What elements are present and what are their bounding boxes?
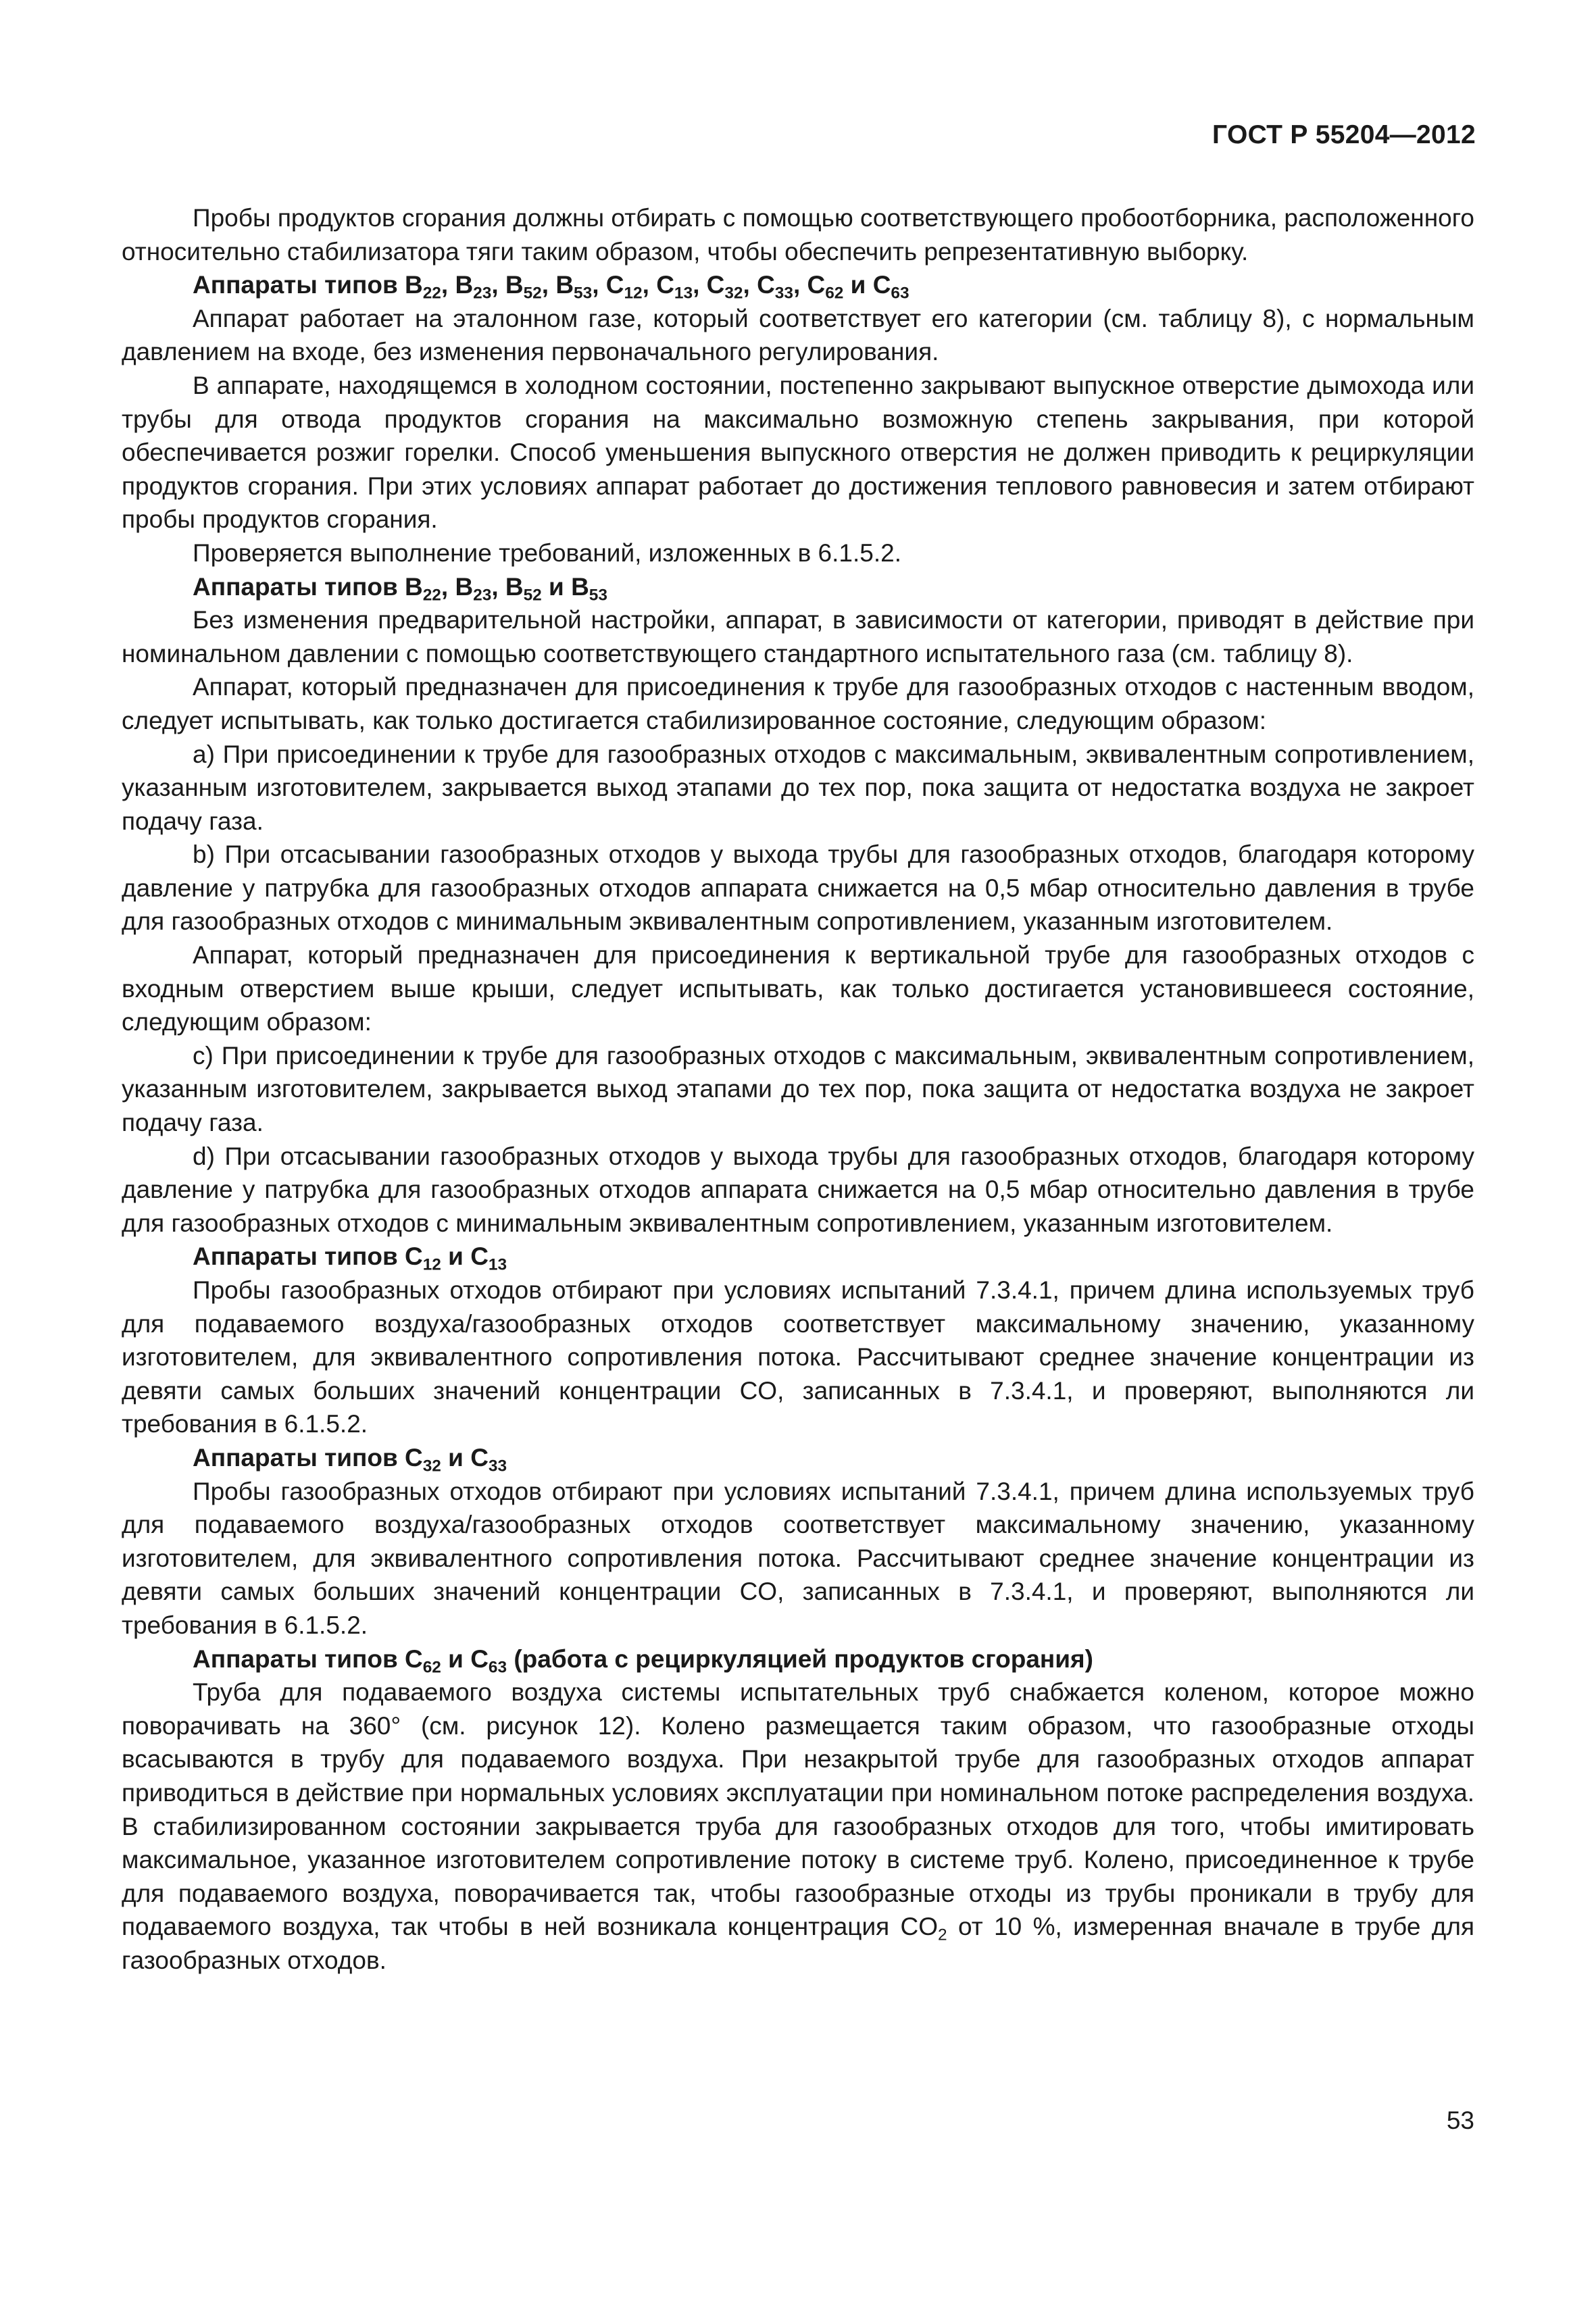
text-run: Аппараты типов C: [193, 1242, 423, 1271]
body-paragraph: [122, 670, 1474, 737]
subscript: 52: [523, 284, 542, 303]
subscript: 32: [422, 1457, 441, 1476]
subscript: 33: [488, 1457, 507, 1476]
document-body: [122, 201, 1474, 1977]
subscript: 53: [589, 585, 607, 604]
section-heading: [122, 1642, 1474, 1676]
body-paragraph: [122, 536, 1474, 570]
text-run: Аппарат, который предназначен для присоединения к трубе для газообразных отходов с настенным вводом, следует испытывать, как только достигается стабилизированное состояние, следующим образом:: [122, 673, 1474, 734]
subscript: 13: [674, 284, 693, 303]
text-run: , C: [642, 271, 674, 299]
text-run: от 10 %, измеренная вначале в трубе для газообразных отходов.: [122, 1913, 1474, 1974]
text-run: b) При отсасывании газообразных отходов у выхода трубы для газообразных отходов, благодаря которому давление у патрубка для газообразных отходов аппарата снижается на 0,5 мбар относительно давления в трубе для газообразных отходов с минимальным эквивалентным сопротивлением, указанным изготовителем.: [122, 840, 1474, 936]
text-run: Аппараты типов B: [193, 572, 423, 601]
text-run: Без изменения предварительной настройки, аппарат, в зависимости от категории, приводят в действие при номинальном давлении с помощью соответствующего стандартного испытательного газа (см. таблицу 8).: [122, 606, 1474, 668]
text-run: Аппараты типов C: [193, 1644, 423, 1673]
body-paragraph: [122, 302, 1474, 369]
body-paragraph: [122, 1475, 1474, 1642]
text-run: В аппарате, находящемся в холодном состоянии, постепенно закрывают выпускное отверстие дымохода или трубы для отвода продуктов сгорания на максимально возможную степень закрывания, при которой обеспечивается розжиг горелки. Способ уменьшения выпускного отверстия не должен приводить к рециркуляции продуктов сгорания. При этих условиях аппарат работает до достижения теплового равновесия и затем отбирают пробы продуктов сгорания.: [122, 371, 1474, 534]
text-run: , C: [793, 271, 826, 299]
text-run: , B: [441, 572, 474, 601]
text-run: Труба для подаваемого воздуха системы испытательных труб снабжается коленом, которое можно поворачивать на 360° (см. рисунок 12). Колено размещается таким образом, что газообразные отходы всасываются в трубу для подаваемого воздуха. При незакрытой трубе для газообразных отходов аппарат приводиться в действие при нормальных условиях эксплуатации при номинальном потоке распределения воздуха. В стабилизированном состоянии закрывается труба для газообразных отходов для того, чтобы имитировать максимальное, указанное изготовителем сопротивление потоку в системе труб. Колено, присоединенное к трубе для подаваемого воздуха, поворачивается так, чтобы газообразные отходы из трубы проникали в трубу для подаваемого воздуха, так чтобы в ней возникала концентрация CO: [122, 1678, 1474, 1941]
text-run: и B: [541, 572, 589, 601]
text-run: Аппараты типов C: [193, 1443, 423, 1472]
text-run: и C: [441, 1443, 489, 1472]
subscript: 62: [422, 1657, 441, 1676]
text-run: , C: [592, 271, 624, 299]
subscript: 12: [422, 1255, 441, 1274]
body-paragraph: [122, 738, 1474, 838]
subscript: 63: [891, 284, 909, 303]
subscript: 32: [724, 284, 743, 303]
text-run: и C: [441, 1242, 489, 1271]
page-number: 53: [1446, 2107, 1474, 2134]
subscript: 22: [422, 284, 441, 303]
text-run: , B: [541, 271, 574, 299]
text-run: , C: [743, 271, 775, 299]
text-run: , B: [491, 271, 524, 299]
section-heading: [122, 1441, 1474, 1475]
subscript: 23: [473, 585, 492, 604]
subscript: 63: [488, 1657, 507, 1676]
text-run: и C: [441, 1644, 489, 1673]
section-heading: [122, 570, 1474, 604]
section-heading: [122, 1240, 1474, 1274]
standard-designation: ГОСТ Р 55204—2012: [1212, 120, 1476, 149]
text-run: c) При присоединении к трубе для газообразных отходов с максимальным, эквивалентным сопротивлением, указанным изготовителем, закрывается выход этапами до тех пор, пока защита от недостатка воздуха не закроет подачу газа.: [122, 1041, 1474, 1137]
text-run: и C: [843, 271, 891, 299]
text-run: , B: [491, 572, 524, 601]
text-run: (работа с рециркуляцией продуктов сгорания): [507, 1644, 1093, 1673]
text-run: d) При отсасывании газообразных отходов у выхода трубы для газообразных отходов, благодаря которому давление у патрубка для газообразных отходов аппарата снижается на 0,5 мбар относительно давления в трубе для газообразных отходов с минимальным эквивалентным сопротивлением, указанным изготовителем.: [122, 1142, 1474, 1237]
body-paragraph: [122, 1676, 1474, 1977]
subscript: 23: [473, 284, 492, 303]
text-run: Проверяется выполнение требований, изложенных в 6.1.5.2.: [193, 538, 901, 567]
text-run: Аппарат, который предназначен для присоединения к вертикальной трубе для газообразных отходов с входным отверстием выше крыши, следует испытывать, как только достигается установившееся состояние, следующим образом:: [122, 941, 1474, 1036]
body-paragraph: [122, 369, 1474, 536]
subscript: 22: [422, 585, 441, 604]
body-paragraph: [122, 1274, 1474, 1441]
text-run: Пробы продуктов сгорания должны отбирать с помощью соответствующего пробоотборника, расположенного относительно стабилизатора тяги таким образом, чтобы обеспечить репрезентативную выборку.: [122, 204, 1474, 266]
body-paragraph: [122, 201, 1474, 268]
subscript: 62: [825, 284, 844, 303]
section-heading: [122, 268, 1474, 302]
body-paragraph: [122, 838, 1474, 938]
body-paragraph: [122, 938, 1474, 1039]
text-run: Пробы газообразных отходов отбирают при условиях испытаний 7.3.4.1, причем длина используемых труб для подаваемого воздуха/газообразных отходов соответствует максимальному значению, указанному изготовителем, для эквивалентного сопротивления потока. Рассчитывают среднее значение концентрации из девяти самых больших значений концентрации CO, записанных в 7.3.4.1, и проверяют, выполняются ли требования в 6.1.5.2.: [122, 1477, 1474, 1639]
text-run: , B: [441, 271, 474, 299]
subscript: 33: [774, 284, 793, 303]
text-run: Пробы газообразных отходов отбирают при условиях испытаний 7.3.4.1, причем длина используемых труб для подаваемого воздуха/газообразных отходов соответствует максимальному значению, указанному изготовителем, для эквивалентного сопротивления потока. Рассчитывают среднее значение концентрации из девяти самых больших значений концентрации CO, записанных в 7.3.4.1, и проверяют, выполняются ли требования в 6.1.5.2.: [122, 1276, 1474, 1438]
text-run: Аппараты типов B: [193, 271, 423, 299]
text-run: , C: [693, 271, 725, 299]
subscript: 53: [574, 284, 593, 303]
body-paragraph: [122, 1039, 1474, 1140]
subscript: 12: [624, 284, 643, 303]
subscript: 13: [488, 1255, 507, 1274]
text-run: a) При присоединении к трубе для газообразных отходов с максимальным, эквивалентным сопротивлением, указанным изготовителем, закрывается выход этапами до тех пор, пока защита от недостатка воздуха не закроет подачу газа.: [122, 740, 1474, 835]
body-paragraph: [122, 603, 1474, 670]
text-run: Аппарат работает на эталонном газе, который соответствует его категории (см. таблицу 8), с нормальным давлением на входе, без изменения первоначального регулирования.: [122, 304, 1474, 366]
subscript: 2: [938, 1926, 947, 1944]
subscript: 52: [523, 585, 542, 604]
body-paragraph: [122, 1140, 1474, 1240]
